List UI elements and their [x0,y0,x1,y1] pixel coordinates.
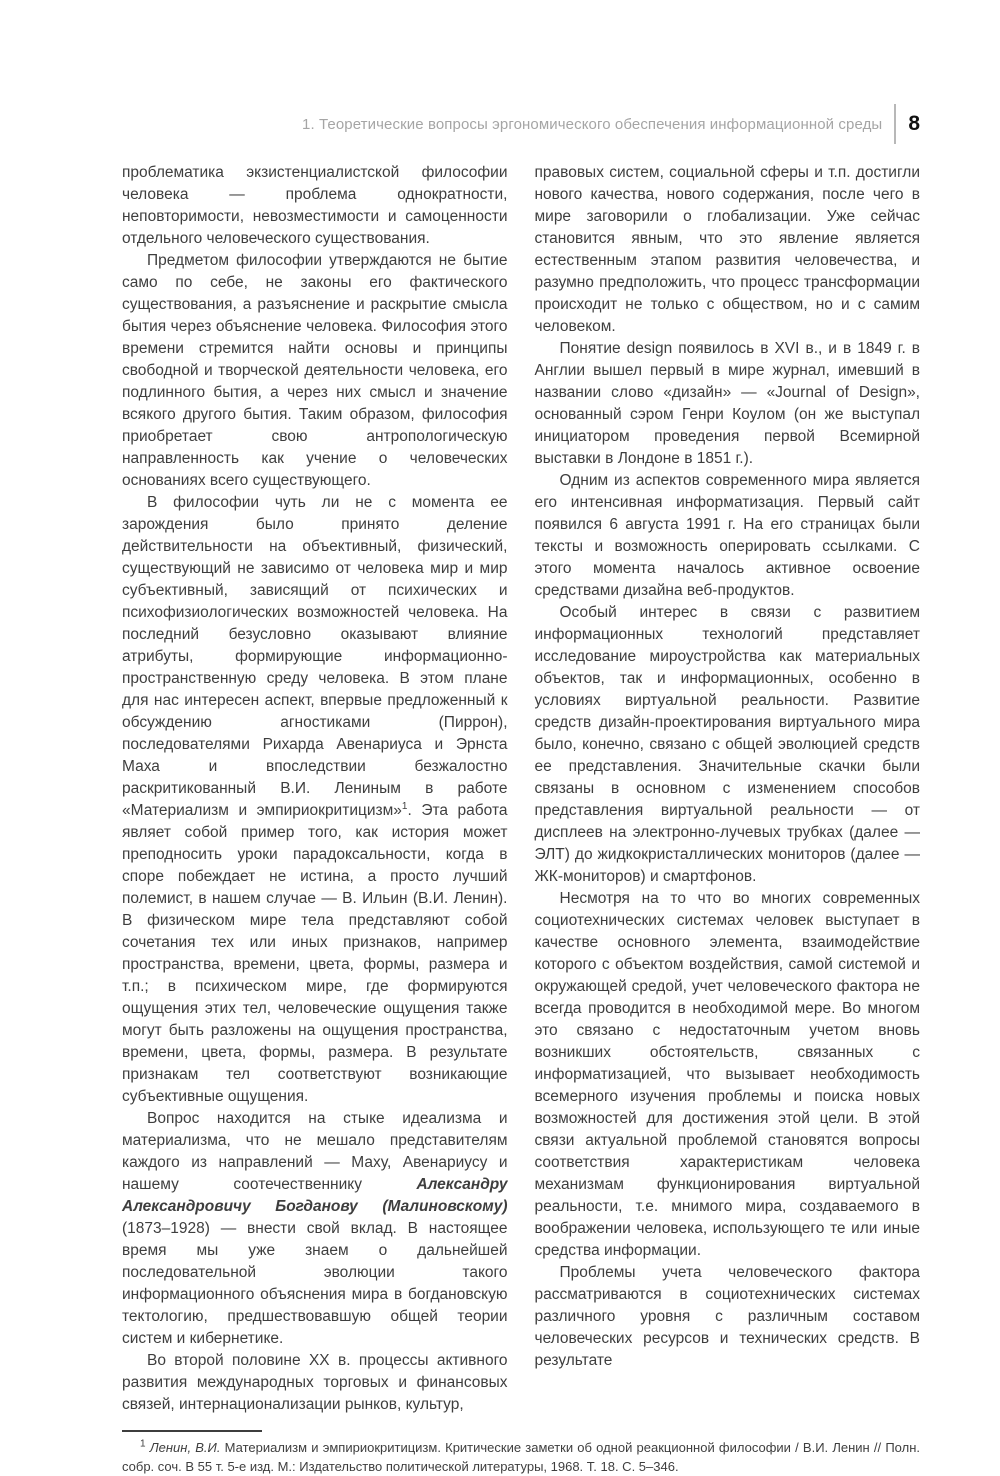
footnote-body: Материализм и эмпириокритицизм. Критические заметки об одной реакционной философии / В.И. Ленин // Полн. собр. соч. В 55 т. 5-е изд. М.: Издательство политической литературы, 1968. Т. 18. С. 5–346. [122,1440,920,1474]
footnote-author: Ленин, В.И. [149,1440,221,1455]
paragraph: Одним из аспектов современного мира является его интенсивная информатизация. Первый сайт появился 6 августа 1991 г. На его страницах были тексты и возможность оперировать ссылками. С этого момента началось активное освоение средствами дизайна веб-продуктов. [534,472,920,599]
paragraph-text: (1873–1928) — внести свой вклад. В настоящее время мы уже знаем о дальнейшей последовательной эволюции такого информационного объяснения мира в богдановскую тектологию, предшествовавшую общей теории систем и кибернетике. [122,1220,508,1347]
footnote-divider [122,1430,262,1432]
page-number: 8 [908,112,920,135]
page-content [122,162,920,1416]
footnote-marker: 1 [140,1438,146,1450]
paragraph: правовых систем, социальной сферы и т.п. достигли нового качества, нового содержания, после чего в мире заговорили о глобализации. Уже сейчас становится явным, что это явление является естественным этапом развития человечества, и разумно предположить, что процесс трансформации происходит не только с обществом, но и с самим человеком. [534,164,920,335]
paragraph: Во второй половине XX в. процессы активного развития международных торговых и финансовых связей, интернационализации рынков, культур, [122,1352,508,1413]
chapter-title: 1. Теоретические вопросы эргономического обеспечения информационной среды [302,115,883,133]
footnote [122,1438,920,1476]
left-column [122,162,508,1416]
paragraph: Особый интерес в связи с развитием информационных технологий представляет исследование мироустройства как материальных объектов, так и информационных, особенно в условиях виртуальной реальности. Развитие средств дизайн-проектирования виртуального мира было, конечно, связано с общей эволюцией средств ее представления. Значительные скачки были связаны в основном с изменением способов представления виртуальной реальности — от дисплеев на электронно-лучевых трубках (далее — ЭЛТ) до жидкокристаллических мониторов (далее — ЖК-мониторов) и смартфонов. [534,604,920,885]
paragraph: Проблемы учета человеческого фактора рассматриваются в социотехнических системах различного уровня с различным составом человеческих ресурсов и технических средств. В результате [534,1264,920,1369]
paragraph-text: В философии чуть ли не с момента ее зарождения было принято деление действительности на объективный, физический, существующий не зависимо от человека мир и мир субъективный, зависящий от психических и психофизиологических возможностей человека. На последний безусловно оказывают влияние атрибуты, формирующие информационно-пространственную среду человека. В этом плане для нас интересен аспект, впервые предложенный к обсуждению агностиками (Пиррон), последователями Рихарда Авенариуса и Эрнста Маха и впоследствии безжалостно раскритикованный В.И. Лениным в работе «Материализм и эмпириокритицизм» [122,494,508,819]
paragraph: проблематика экзистенциалистской философии человека — проблема однократности, неповторимости, невозместимости и самоценности отдельного человеческого существования. [122,164,508,247]
footnote-area [122,1430,920,1476]
paragraph-text: . Эта работа являет собой пример того, как история может преподносить уроки парадоксальности, когда в споре побеждает не истина, а просто лучший полемист, в нашем случае — В. Ильин (В.И. Ленин). В физическом мире тела представляют собой сочетания тех или иных признаков, например пространства, времени, цвета, формы, размера и т.п.; в психическом мире, где формируются ощущения этих тел, человеческие ощущения также могут быть разложены на ощущения пространства, времени, цвета, формы, размера. В результате признакам тел соответствуют возникающие субъективные ощущения. [122,802,508,1105]
paragraph: Предметом философии утверждаются не бытие само по себе, не законы его фактического существования, а разъяснение и раскрытие смысла бытия через объяснение человека. Философия этого времени стремится найти основы и принципы свободной и творческой деятельности человека, его подлинного бытия, а через них смысл и значение всякого другого бытия. Таким образом, философия приобретает свою антропологическую направленность как учение о человеческих основаниях всего существующего. [122,252,508,489]
paragraph-text: Вопрос находится на стыке идеализма и материализма, что не мешало представителям каждого из направлений — Маху, Авенариусу и нашему соотечественнику [122,1110,508,1193]
paragraph: Понятие design появилось в XVI в., и в 1849 г. в Англии вышел первый в мире журнал, имевший в названии слово «дизайн» — «Journal of Design», основанный сэром Генри Коулом (он же выступал инициатором проведения первой Всемирной выставки в Лондоне в 1851 г.). [534,340,920,467]
page-header [122,104,920,144]
footnote-reference: 1 [401,800,408,812]
right-column [535,162,921,1416]
emphasized-name: Александру Александровичу Богданову (Малиновскому) [122,1176,508,1215]
paragraph: Несмотря на то что во многих современных социотехнических системах человек выступает в качестве основного элемента, взаимодействие которого с объектом воздействия, самой системой и окружающей средой, учет человеческого фактора не всегда проводится в необходимой мере. Во многом это связано с недостаточным учетом вновь возникших обстоятельств, связанных с информатизацией, что вызывает необходимость всемерного изучения проблемы и поиска новых возможностей для достижения этой цели. В этой связи актуальной проблемой становятся вопросы соответствия характеристикам человека механизмам функционирования виртуальной реальности, т.е. мнимого мира, создаваемого в воображении человека, использующего те или иные средства информации. [534,890,920,1259]
paragraph [122,492,508,1108]
header-divider [894,104,896,144]
paragraph [122,1108,508,1350]
